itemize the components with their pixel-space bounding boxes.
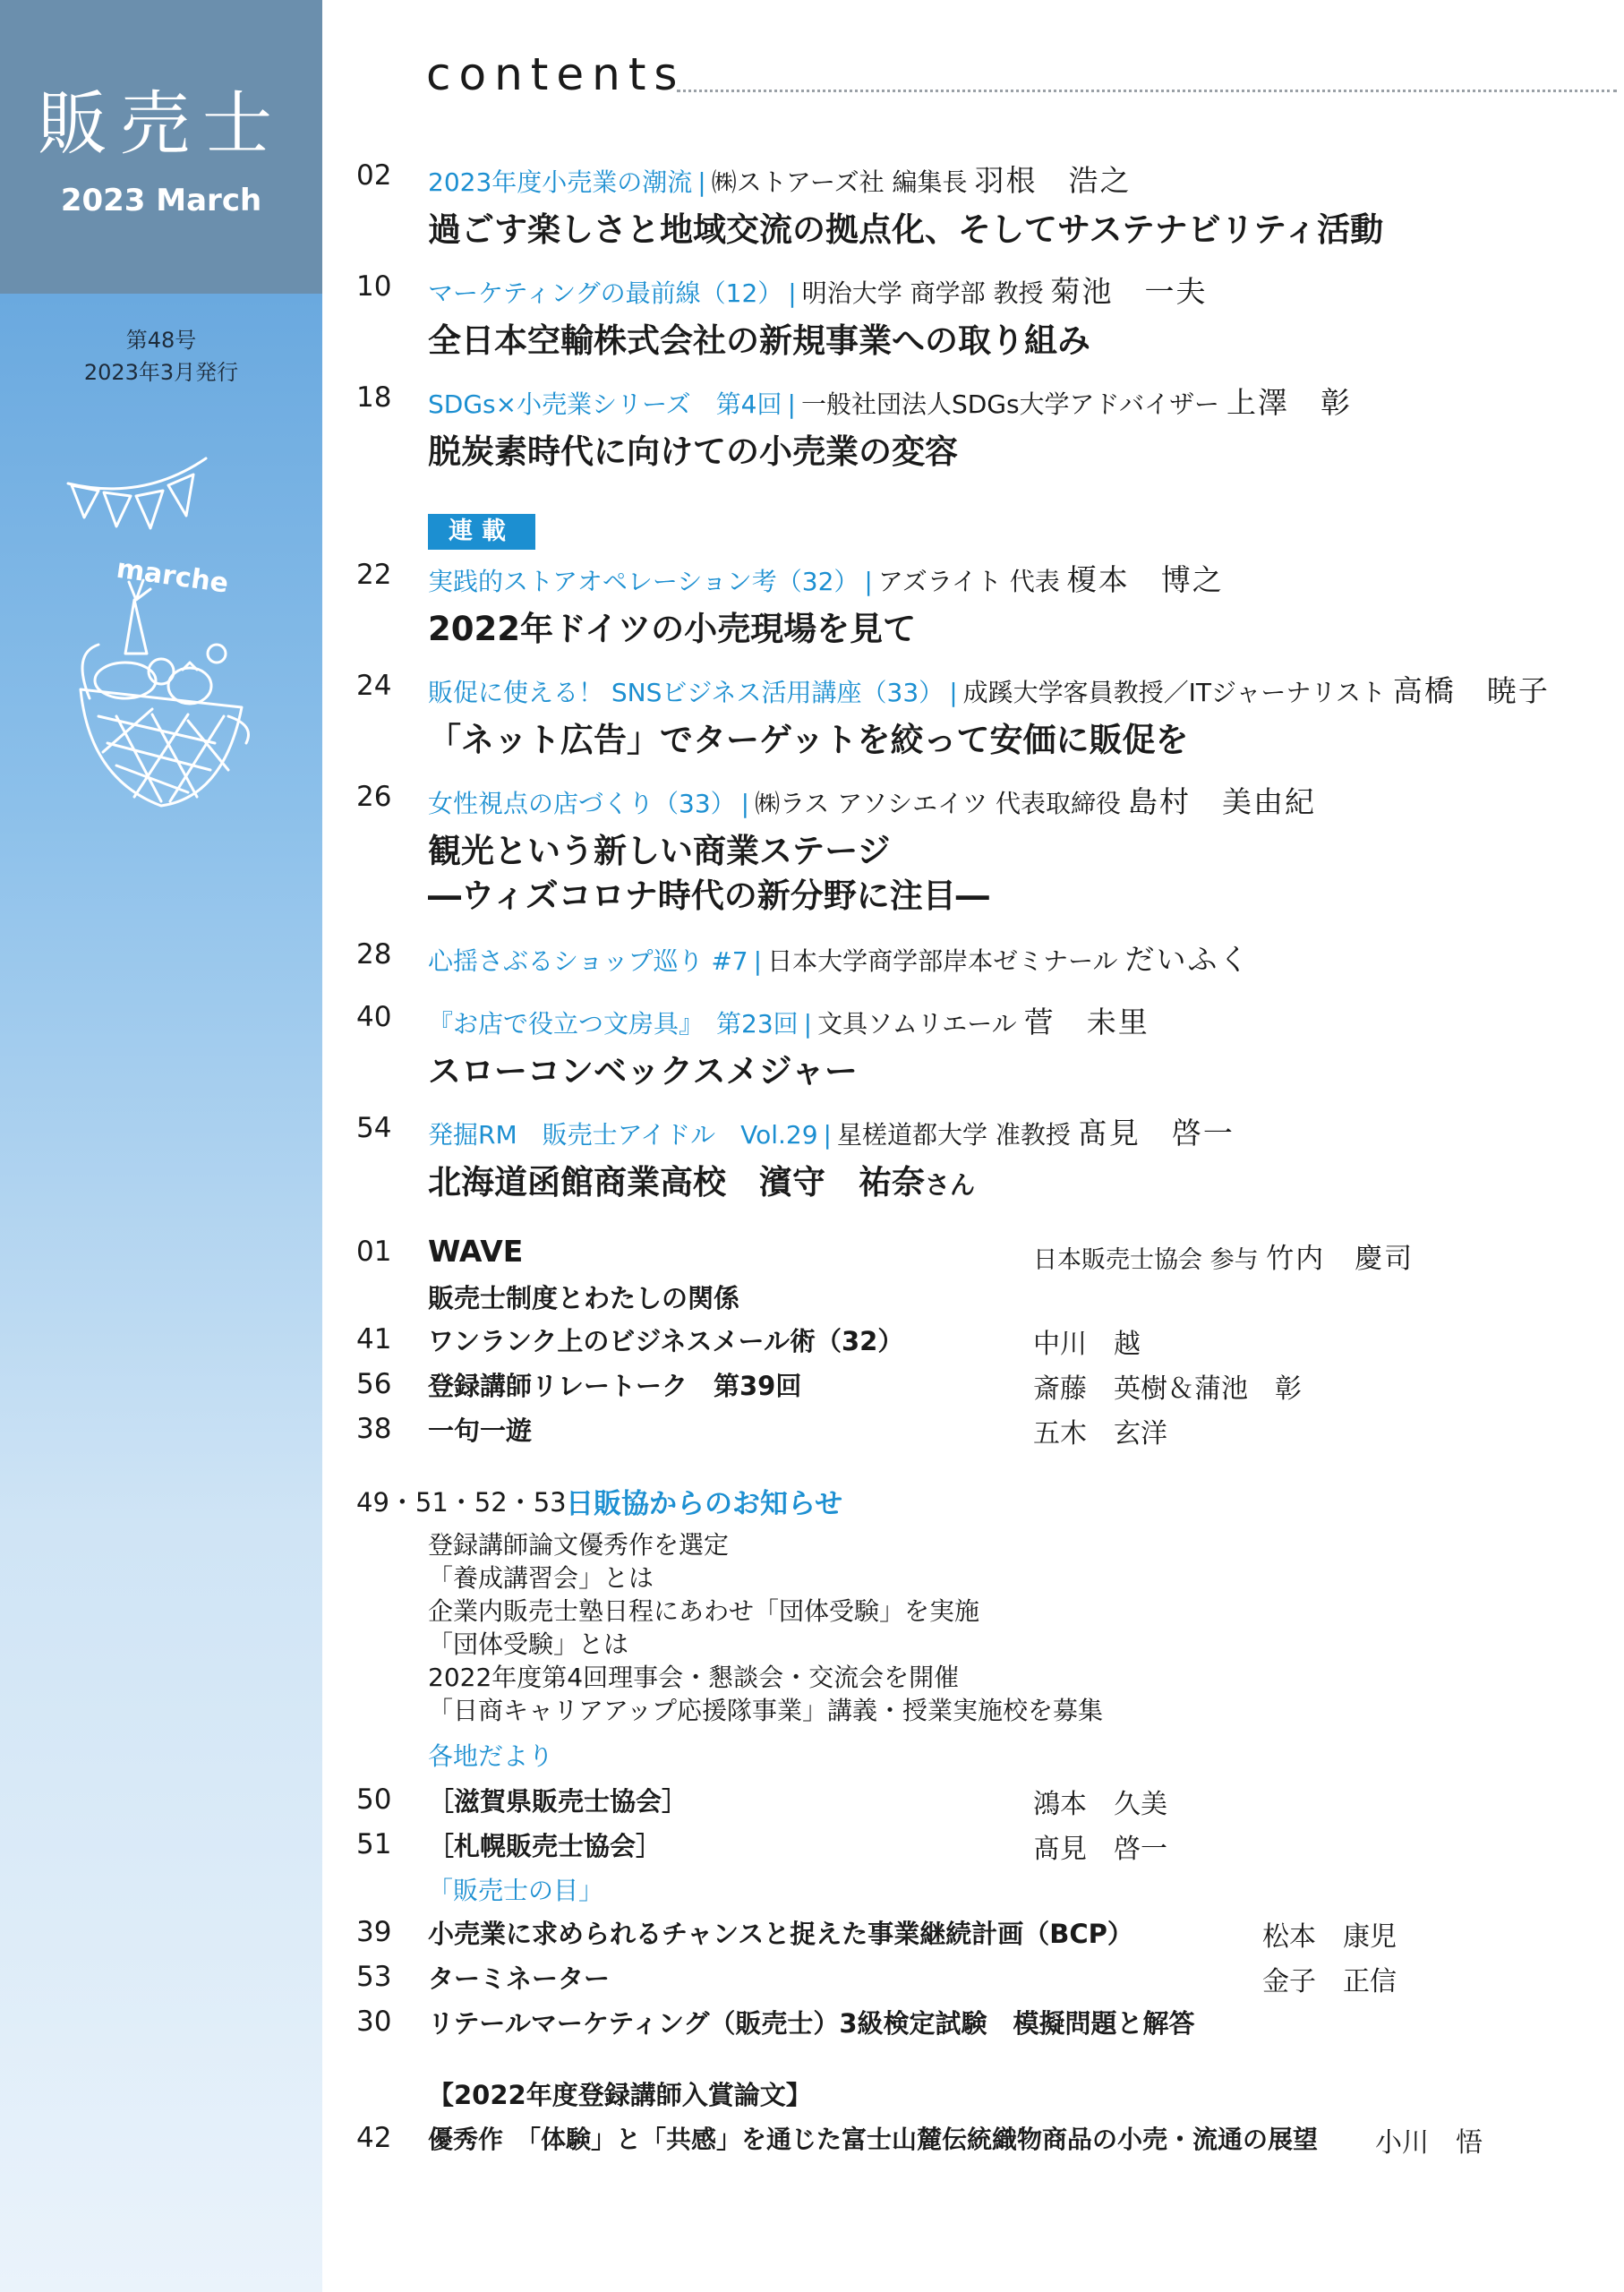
title-suffix: さん xyxy=(925,1170,976,1200)
author-name: 金子 正信 xyxy=(1262,1966,1397,1997)
bunting-string-icon xyxy=(68,458,206,489)
separator: | xyxy=(740,789,750,818)
series-name: SDGs×小売業シリーズ 第4回 xyxy=(428,389,782,419)
notice-item: 「団体受験」とは xyxy=(428,1629,629,1659)
article-kicker xyxy=(428,557,1224,599)
column-title: 登録講師リレートーク 第39回 xyxy=(428,1371,802,1401)
author-name: 菅 未里 xyxy=(1023,1005,1150,1039)
eye-title: 小売業に求められるチャンスと捉えた事業継続計画（BCP） xyxy=(428,1919,1133,1949)
regional-heading: 各地だより xyxy=(428,1741,554,1771)
page-number: 40 xyxy=(356,1001,392,1033)
page-number: 41 xyxy=(356,1323,392,1356)
serial-label-badge: 連載 xyxy=(428,514,535,550)
article-title: スローコンベックスメジャー xyxy=(428,1052,858,1090)
page-number: 39 xyxy=(356,1916,392,1948)
article-title: 2022年ドイツの小売現場を見て xyxy=(428,610,917,648)
dotted-rule xyxy=(677,90,1617,92)
basket-weave-icon xyxy=(98,709,228,801)
issue-published-date: 2023年3月発行 xyxy=(83,360,239,385)
eye-title: ターミネーター xyxy=(428,1963,611,1994)
regional-title: ［札幌販売士協会］ xyxy=(428,1831,662,1861)
award-heading: 【2022年度登録講師入賞論文】 xyxy=(428,2080,812,2110)
page-number: 28 xyxy=(356,938,392,971)
notice-pages: 49・51・52・53 xyxy=(356,1487,567,1518)
author-affiliation: 明治大学 商学部 教授 xyxy=(801,278,1044,308)
article-kicker xyxy=(428,779,1316,821)
page-number: 51 xyxy=(356,1828,392,1860)
notice-item: 登録講師論文優秀作を選定 xyxy=(428,1530,730,1560)
author-name: 斎藤 英樹＆蒲池 彰 xyxy=(1033,1373,1302,1405)
page-number: 42 xyxy=(356,2122,392,2154)
magazine-title: 販売士 xyxy=(37,84,285,165)
separator: | xyxy=(787,389,796,419)
bunting-flag-icon xyxy=(168,475,193,516)
basket-illustration xyxy=(63,448,269,824)
article-title-text: 北海道函館商業高校 濱守 祐奈 xyxy=(428,1163,925,1202)
marche-label: marche xyxy=(114,552,231,600)
series-name: マーケティングの最前線（12） xyxy=(428,278,783,308)
article-kicker xyxy=(428,380,1352,422)
column-title: 一句一遊 xyxy=(428,1415,533,1446)
article-kicker xyxy=(428,158,1132,200)
potato-icon xyxy=(208,645,226,663)
separator: | xyxy=(753,946,763,976)
author-name: 中川 越 xyxy=(1033,1329,1141,1360)
page-number: 56 xyxy=(356,1368,392,1400)
page-number: 30 xyxy=(356,2006,392,2038)
author-affiliation: 文具ソムリエール xyxy=(817,1009,1017,1039)
author-name: 榎本 博之 xyxy=(1066,562,1224,597)
series-name: 発掘RM 販売士アイドル Vol.29 xyxy=(428,1120,818,1150)
notice-item: 「日商キャリアアップ応援隊事業」講義・授業実施校を募集 xyxy=(428,1696,1104,1725)
bunting-flag-icon xyxy=(72,485,98,517)
author-name: 松本 康児 xyxy=(1262,1921,1397,1953)
page-number: 02 xyxy=(356,159,392,192)
article-kicker xyxy=(428,999,1150,1041)
article-title: 脱炭素時代に向けての小売業の変容 xyxy=(428,432,958,471)
author-affiliation: 日本販売士協会 参与 xyxy=(1033,1246,1259,1274)
author-name: 小川 悟 xyxy=(1375,2127,1483,2159)
article-subtitle: ―ウィズコロナ時代の新分野に注目― xyxy=(428,877,989,915)
author-name: 高橋 暁子 xyxy=(1392,673,1550,708)
column-title: ワンランク上のビジネスメール術（32） xyxy=(428,1326,904,1356)
series-name: 実践的ストアオペレーション考（32） xyxy=(428,567,859,596)
contents-heading: contents xyxy=(426,48,686,100)
author-name: 上澤 彰 xyxy=(1227,385,1352,420)
article-kicker xyxy=(428,1110,1235,1152)
column-author xyxy=(1033,1236,1414,1276)
author-name: 髙見 啓一 xyxy=(1033,1834,1167,1865)
author-name: 羽根 浩之 xyxy=(974,163,1132,198)
article-title xyxy=(428,1155,975,1203)
page-number: 53 xyxy=(356,1961,392,1993)
issue-date-en: 2023 March xyxy=(60,183,262,218)
award-title: 優秀作 「体験」と「共感」を通じた富士山麓伝統織物商品の小売・流通の展望 xyxy=(428,2125,1319,2154)
series-name: 2023年度小売業の潮流 xyxy=(428,167,693,197)
page-number: 01 xyxy=(356,1236,392,1268)
series-name: 女性視点の店づくり（33） xyxy=(428,789,736,818)
author-affiliation: 日本大学商学部岸本ゼミナール xyxy=(767,946,1118,976)
author-name: 菊池 一夫 xyxy=(1050,274,1208,309)
author-name: 髙見 啓一 xyxy=(1077,1116,1235,1150)
page-number: 18 xyxy=(356,381,392,414)
column-title: WAVE xyxy=(428,1234,524,1269)
author-name: 竹内 慶司 xyxy=(1266,1243,1415,1275)
separator: | xyxy=(788,278,797,308)
author-affiliation: ㈱ストアーズ社 編集長 xyxy=(711,167,968,197)
regional-title: ［滋賀県販売士協会］ xyxy=(428,1786,688,1817)
basket-icon xyxy=(81,689,242,806)
author-affiliation: 一般社団法人SDGs大学アドバイザー xyxy=(800,389,1219,419)
page-number: 26 xyxy=(356,781,392,813)
article-kicker xyxy=(428,269,1208,311)
page-number: 54 xyxy=(356,1112,392,1144)
page-number: 10 xyxy=(356,270,392,303)
page-number: 50 xyxy=(356,1783,392,1816)
author-name: 五木 玄洋 xyxy=(1033,1418,1167,1450)
author-name: 島村 美由紀 xyxy=(1128,784,1317,819)
page-number: 22 xyxy=(356,559,392,591)
notice-item: 「養成講習会」とは xyxy=(428,1563,654,1593)
author-affiliation: アズライト 代表 xyxy=(877,567,1060,596)
page-number: 24 xyxy=(356,670,392,702)
article-title: 「ネット広告」でターゲットを絞って安価に販促を xyxy=(428,721,1189,759)
separator: | xyxy=(803,1009,813,1039)
issue-number: 第48号 xyxy=(125,328,197,353)
separator: | xyxy=(697,167,706,197)
author-name: 鴻本 久美 xyxy=(1033,1789,1167,1820)
masthead xyxy=(0,0,322,294)
eye-title: リテールマーケティング（販売士）3級検定試験 模擬問題と解答 xyxy=(428,2008,1195,2039)
author-affiliation: 星槎道都大学 准教授 xyxy=(836,1120,1071,1150)
column-subtitle: 販売士制度とわたしの関係 xyxy=(428,1283,740,1313)
author-affiliation: ㈱ラス アソシエイツ 代表取締役 xyxy=(755,789,1122,818)
author-affiliation: 成蹊大学客員教授／ITジャーナリスト xyxy=(962,678,1386,707)
sidebar xyxy=(0,0,322,2292)
article-title: 全日本空輸株式会社の新規事業への取り組み xyxy=(428,321,1090,360)
page-number: 38 xyxy=(356,1413,392,1445)
separator: | xyxy=(864,567,873,596)
author-name: だいふく xyxy=(1124,942,1251,977)
article-title: 過ごす楽しさと地域交流の拠点化、そしてサステナビリティ活動 xyxy=(428,210,1384,249)
carrot-icon xyxy=(125,600,147,654)
series-name: 販促に使える！ SNSビジネス活用講座（33） xyxy=(428,678,944,707)
eye-heading: 「販売士の目」 xyxy=(428,1876,604,1905)
notice-item: 2022年度第4回理事会・懇談会・交流会を開催 xyxy=(428,1663,960,1692)
notice-item: 企業内販売士塾日程にあわせ「団体受験」を実施 xyxy=(428,1596,980,1626)
separator: | xyxy=(823,1120,832,1150)
series-name: 心揺さぶるショップ巡り #7 xyxy=(428,946,748,976)
article-kicker xyxy=(428,936,1251,979)
series-name: 『お店で役立つ文房具』 第23回 xyxy=(428,1009,799,1039)
article-kicker xyxy=(428,668,1550,710)
bunting-flag-icon xyxy=(136,491,163,528)
notice-heading: 日販協からのお知らせ xyxy=(566,1488,843,1520)
bunting-flag-icon xyxy=(104,492,131,526)
separator: | xyxy=(949,678,958,707)
article-title: 観光という新しい商業ステージ xyxy=(428,832,891,870)
